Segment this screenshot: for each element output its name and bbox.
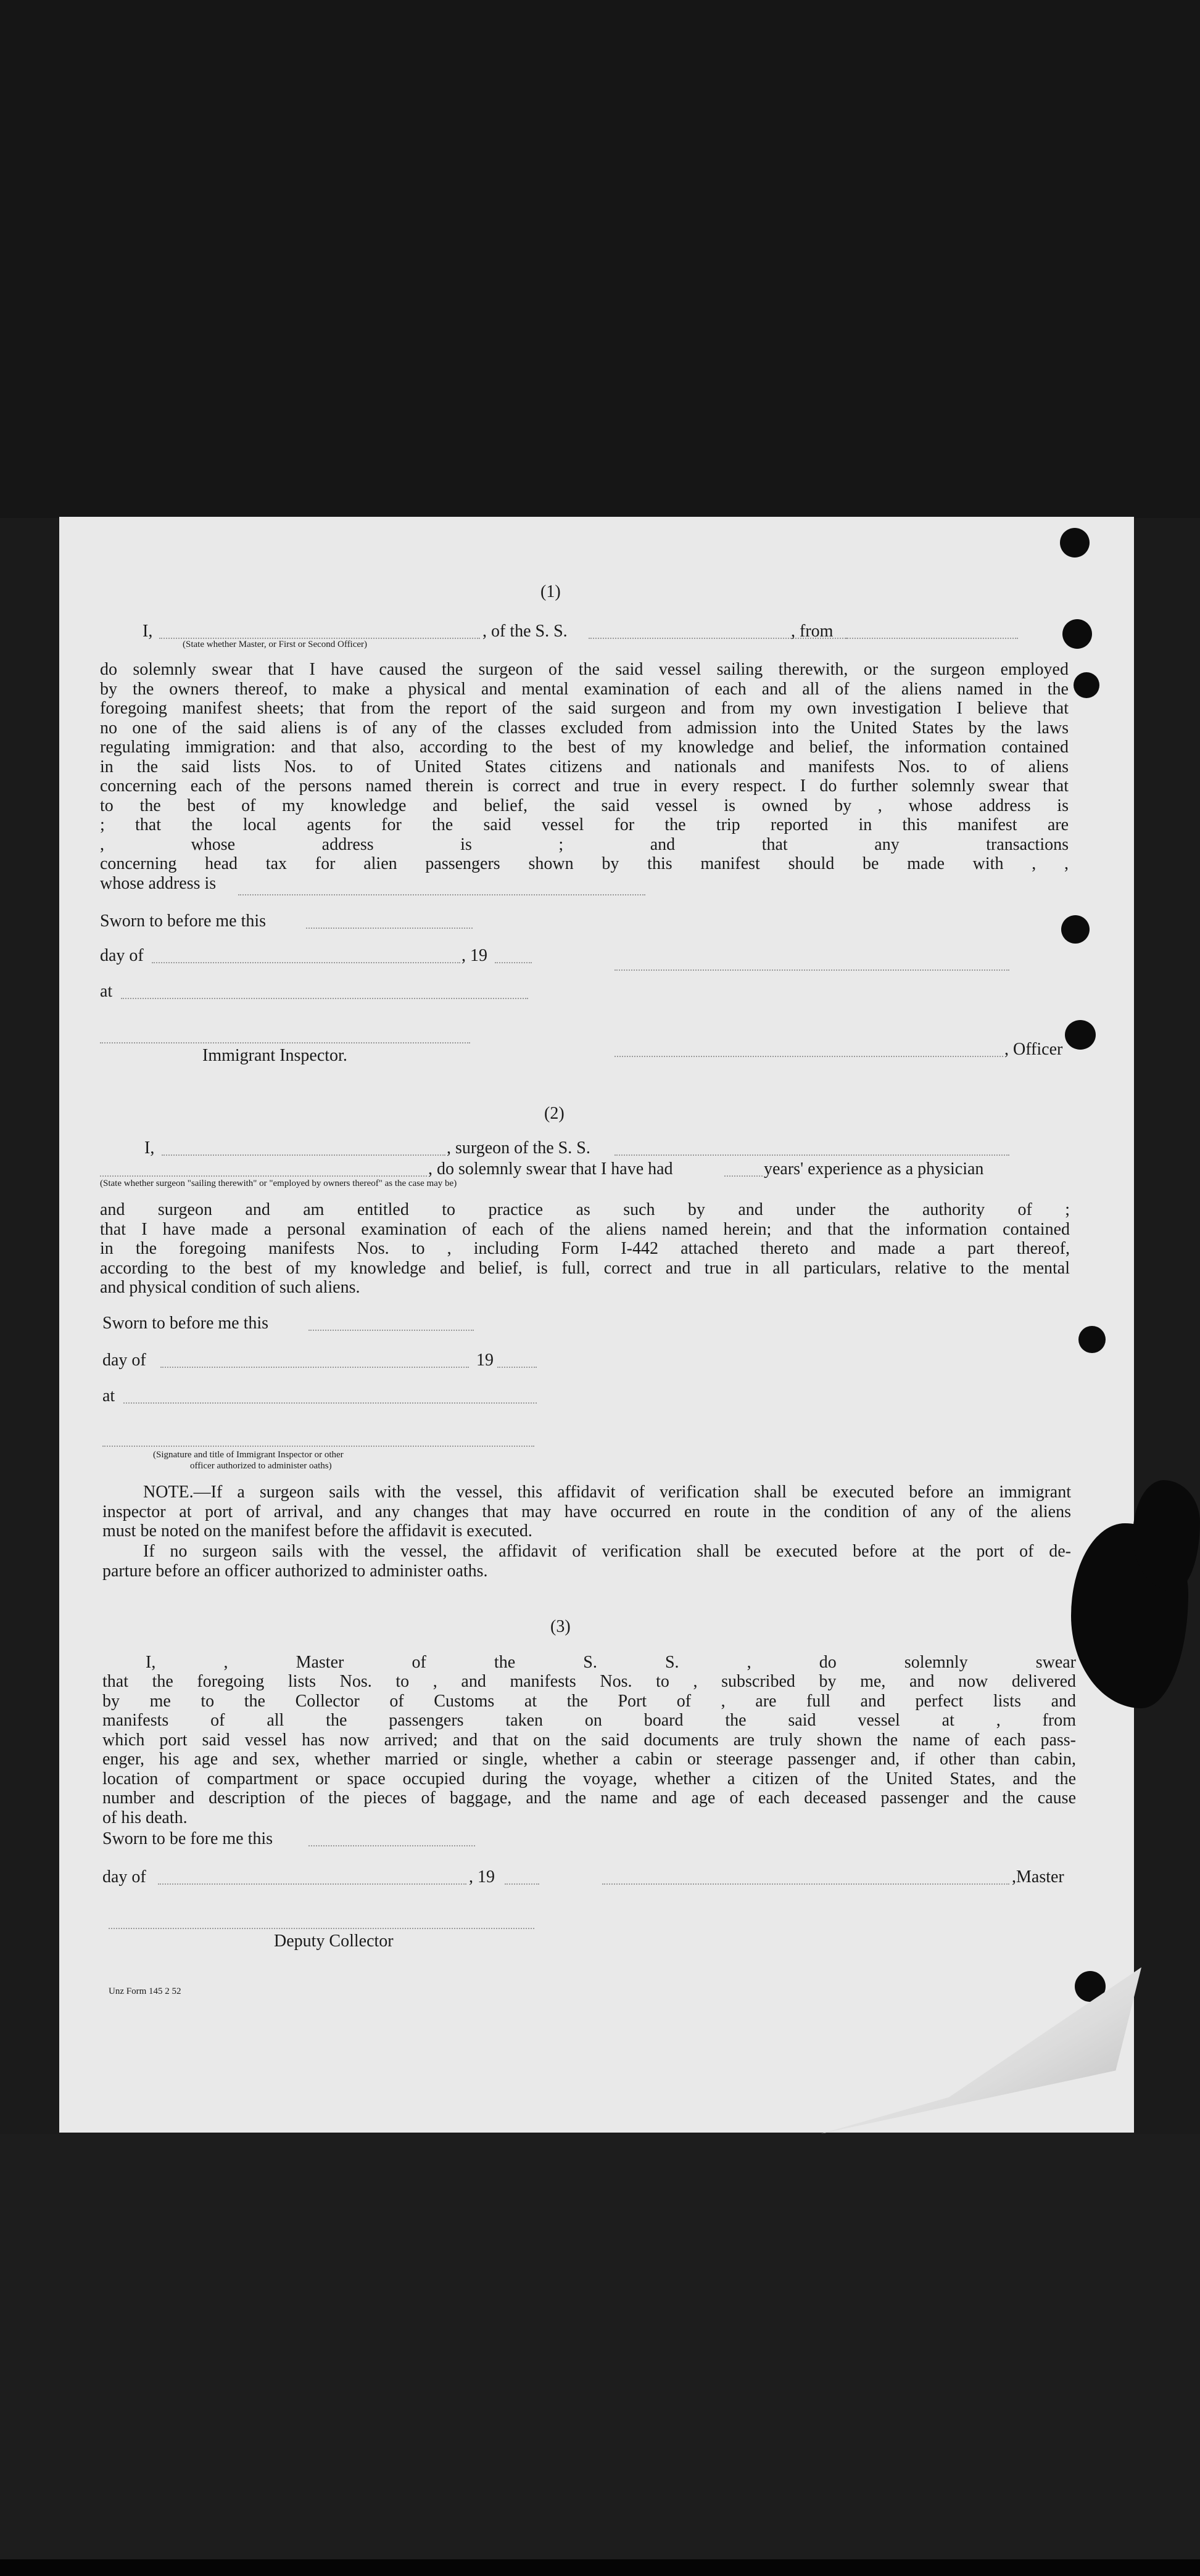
section1-master-signature-blank[interactable]	[614, 969, 1009, 971]
note-line: inspector at port of arrival, and any changes that may have occurred en route in the condition of any of the aliens	[102, 1502, 1071, 1521]
section2-at: at	[102, 1386, 115, 1405]
section2-i: I,	[144, 1138, 155, 1158]
section2-sworn: Sworn to before me this	[102, 1314, 269, 1333]
oath-line: ; that the local agents for the said vessel for the trip reported in this manifest are	[100, 815, 1069, 834]
surgeon-name-blank[interactable]	[162, 1154, 445, 1156]
note-line: must be noted on the manifest before the affidavit is executed.	[102, 1521, 532, 1541]
oath-line: that the foregoing lists Nos. to , and manifests Nos. to , subscribed by me, and now delivered	[102, 1672, 1076, 1691]
immigrant-inspector-label: Immigrant Inspector.	[202, 1046, 347, 1065]
no-surgeon-note	[102, 1542, 1071, 1581]
oath-line: concerning each of the persons named therein is correct and true in every respect. I do further solemnly swear that	[100, 776, 1069, 796]
section3-number: (3)	[550, 1617, 571, 1636]
oath-line: that I have made a personal examination of each of the aliens named herein; and that the information contained	[100, 1219, 1070, 1239]
section2-oath-text	[100, 1200, 1070, 1298]
section1-place-blank[interactable]	[121, 998, 528, 999]
section2-year: 19	[476, 1351, 494, 1370]
section1-i: I,	[143, 622, 153, 641]
oath-line: whose address is	[100, 873, 217, 893]
scan-background-bottom	[0, 2134, 1200, 2576]
section3-oath-text	[102, 1672, 1076, 1827]
section1-year-blank[interactable]	[495, 962, 532, 963]
section1-caption: (State whether Master, or First or Second Officer)	[183, 640, 368, 649]
section2-day-of: day of	[102, 1351, 146, 1370]
oath-line: manifests of all the passengers taken on board the said vessel at , from	[102, 1711, 1076, 1730]
section2-number: (2)	[544, 1104, 565, 1123]
section1-number: (1)	[540, 582, 561, 601]
oath-line: of his death.	[102, 1808, 188, 1827]
officer-signature-blank[interactable]	[614, 1056, 1003, 1057]
section2-years: years' experience as a physician	[764, 1159, 984, 1179]
note-line: If no surgeon sails with the vessel, the affidavit of verification shall be executed before at the port of de-	[143, 1542, 1071, 1561]
form-number: Unz Form 145 2 52	[109, 1986, 181, 1996]
section2-caption: (State whether surgeon "sailing therewith" or "employed by owners thereof" as the case may be)	[100, 1179, 457, 1188]
oath-line: do solemnly swear that I have caused the surgeon of the said vessel sailing therewith, or the surgeon employed	[100, 660, 1069, 679]
oath-line: in the foregoing manifests Nos. to , including Form I-442 attached thereto and made a part thereof,	[100, 1239, 1070, 1258]
section3-sworn-date-blank[interactable]	[308, 1845, 475, 1846]
section1-year: , 19	[461, 946, 487, 965]
oath-line: regulating immigration: and that also, according to the best of my knowledge and belief, the information contained	[100, 738, 1069, 757]
note-line: parture before an officer authorized to administer oaths.	[102, 1561, 488, 1581]
from-port-blank[interactable]	[845, 638, 1018, 639]
section1-oath-text	[100, 660, 1069, 893]
oath-line: by me to the Collector of Customs at the Port of , are full and perfect lists and	[102, 1691, 1076, 1711]
oath-line: enger, his age and sex, whether married or single, whether a cabin or steerage passenger and, if other than cabin,	[102, 1750, 1076, 1769]
section2-place-blank[interactable]	[123, 1402, 537, 1404]
section2-month-blank[interactable]	[160, 1367, 469, 1368]
section2-surgeon-of-ss: , surgeon of the S. S.	[447, 1138, 590, 1158]
note-line: NOTE.—If a surgeon sails with the vessel, this affidavit of verification shall be executed before an immigrant	[143, 1483, 1071, 1502]
oath-line: foregoing manifest sheets; that from the report of the said surgeon and from my own investigation I believe that	[100, 699, 1069, 718]
scan-background-top	[0, 0, 1200, 518]
oath-line: , whose address is ; and that any transactions	[100, 834, 1069, 854]
punch-hole-icon	[1060, 528, 1090, 558]
section3-first-line	[146, 1653, 1076, 1673]
oath-line: which port said vessel has now arrived; and that on the said documents are truly shown the name of each pass-	[102, 1730, 1076, 1750]
surgeon-status-blank[interactable]	[100, 1175, 427, 1177]
section3-day-of: day of	[102, 1867, 146, 1887]
punch-hole-icon	[1078, 1326, 1106, 1353]
punch-hole-icon	[1062, 619, 1092, 649]
section3-sworn: Sworn to be fore me this	[102, 1829, 273, 1848]
head-tax-address-blank[interactable]	[238, 894, 645, 895]
inspector-signature-blank[interactable]	[100, 1042, 470, 1043]
oath-line: and physical condition of such aliens.	[100, 1278, 360, 1297]
oath-line: by the owners thereof, to make a physical and mental examination of each and all of the aliens named in the	[100, 679, 1069, 699]
oath-line: location of compartment or space occupied during the voyage, whether a citizen of the United States, and the	[102, 1769, 1076, 1788]
section3-year-blank[interactable]	[505, 1883, 539, 1885]
oath-line: I, , Master of the S. S. , do solemnly swear	[146, 1653, 1076, 1672]
section3-month-blank[interactable]	[158, 1883, 466, 1885]
collector-signature-blank[interactable]	[109, 1928, 534, 1929]
surgeon-note	[102, 1483, 1071, 1541]
section1-at: at	[100, 982, 113, 1001]
oath-line: according to the best of my knowledge and belief, is full, correct and true in all particulars, relative to the mental	[100, 1258, 1070, 1278]
section1-sworn-date-blank[interactable]	[306, 928, 473, 929]
punch-hole-icon	[1065, 1020, 1096, 1050]
section2-signature-caption-2: officer authorized to administer oaths)	[190, 1461, 332, 1471]
section2-inspector-signature-blank[interactable]	[102, 1446, 534, 1447]
officer-label: , Officer	[1004, 1040, 1063, 1059]
oath-line: number and description of the pieces of baggage, and the name and age of each deceased passenger and the cause	[102, 1788, 1076, 1808]
oath-line: no one of the said aliens is of any of the classes excluded from admission into the United States by the laws	[100, 718, 1069, 738]
master-label: ,Master	[1012, 1867, 1064, 1887]
master-signature-blank[interactable]	[602, 1883, 1009, 1885]
film-edge	[0, 2559, 1200, 2576]
oath-line: concerning head tax for alien passengers shown by this manifest should be made with , ,	[100, 854, 1069, 873]
deputy-collector-label: Deputy Collector	[274, 1932, 394, 1951]
section1-month-blank[interactable]	[152, 962, 460, 963]
section1-of-ss: , of the S. S.	[482, 622, 568, 641]
section2-swear: , do solemnly swear that I have had	[428, 1159, 673, 1179]
oath-line: in the said lists Nos. to of United States citizens and nationals and manifests Nos. to of aliens	[100, 757, 1069, 776]
section1-from: , from	[791, 622, 834, 641]
manifest-affidavit-page	[59, 517, 1134, 2133]
section2-year-blank[interactable]	[497, 1367, 537, 1368]
years-experience-blank[interactable]	[724, 1175, 763, 1177]
section1-day-of: day of	[100, 946, 144, 965]
section2-signature-caption-1: (Signature and title of Immigrant Inspector or other	[153, 1450, 344, 1460]
punch-hole-icon	[1061, 915, 1090, 944]
oath-line: and surgeon and am entitled to practice as such by and under the authority of ;	[100, 1200, 1070, 1219]
punch-hole-icon	[1074, 672, 1099, 698]
section2-sworn-date-blank[interactable]	[308, 1330, 474, 1331]
section3-year: , 19	[469, 1867, 495, 1887]
surgeon-vessel-blank[interactable]	[614, 1154, 1009, 1156]
section1-sworn: Sworn to before me this	[100, 911, 267, 931]
oath-line: to the best of my knowledge and belief, the said vessel is owned by , whose address is	[100, 796, 1069, 815]
